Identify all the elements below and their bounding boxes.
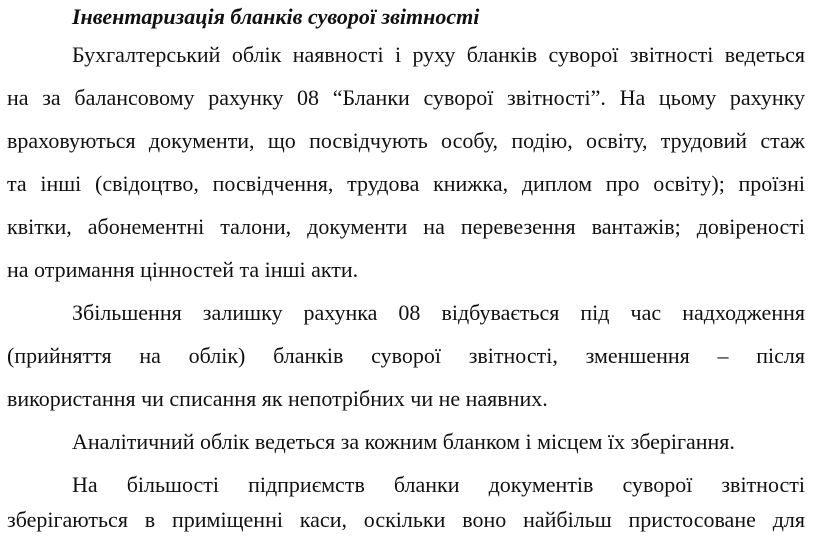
section-title: Інвентаризація бланків суворої звітності bbox=[72, 4, 480, 29]
paragraph-line: зберігаються в приміщенні каси, оскільки воно найбільш пристосоване для bbox=[7, 507, 805, 532]
paragraph-line: враховуються документи, що посвідчують особу, подію, освіту, трудовий стаж bbox=[7, 128, 805, 153]
paragraph-line: На більшості підприємств бланки документів суворої звітності bbox=[72, 472, 805, 497]
paragraph-line: Збільшення залишку рахунка 08 відбувається під час надходження bbox=[72, 300, 805, 325]
paragraph-line: на отримання цінностей та інші акти. bbox=[7, 257, 359, 282]
paragraph-line: Бухгалтерський облік наявності і руху бланків суворої звітності ведеться bbox=[72, 42, 805, 67]
paragraph-line: квітки, абонементні талони, документи на перевезення вантажів; довіреності bbox=[7, 214, 805, 239]
paragraph-line: (прийняття на облік) бланків суворої звітності, зменшення – після bbox=[7, 343, 805, 368]
paragraph-line: та інші (свідоцтво, посвідчення, трудова книжка, диплом про освіту); проїзні bbox=[7, 171, 805, 196]
paragraph-line: Аналітичний облік ведеться за кожним бланком і місцем їх зберігання. bbox=[72, 429, 735, 454]
paragraph-line: на за балансовому рахунку 08 “Бланки суворої звітності”. На цьому рахунку bbox=[7, 85, 805, 110]
paragraph-line: використання чи списання як непотрібних чи не наявних. bbox=[7, 386, 548, 411]
